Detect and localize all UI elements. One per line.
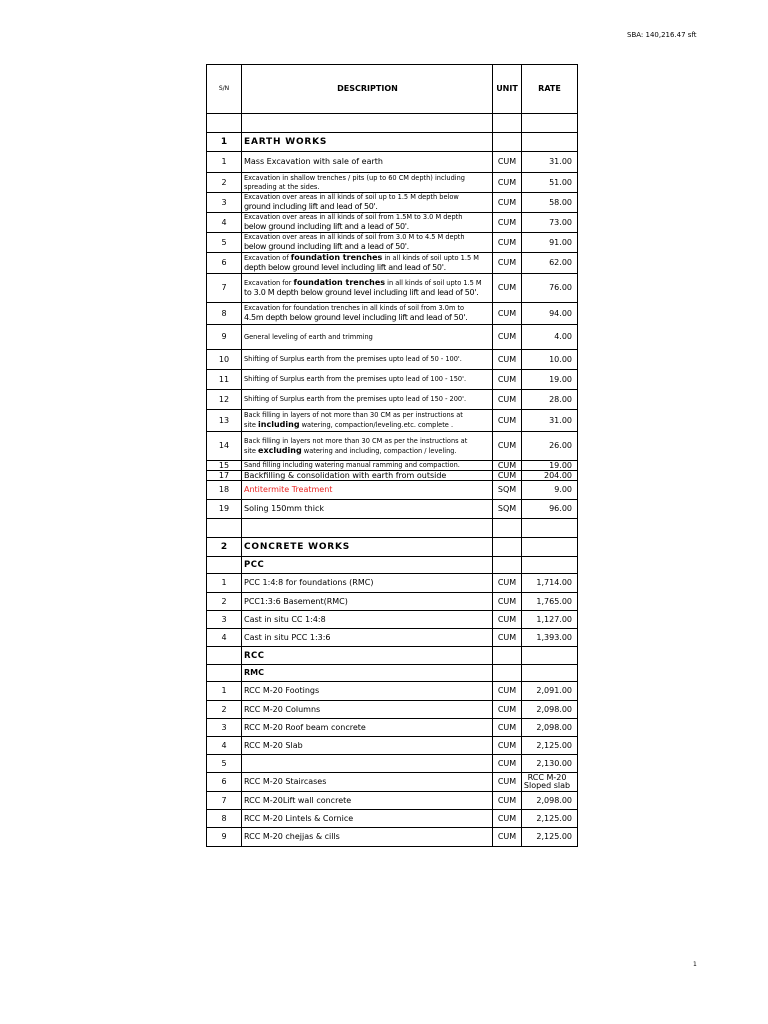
row-description: Mass Excavation with sale of earth (242, 152, 493, 173)
table-row (207, 213, 578, 233)
row-rate: 28.00 (522, 390, 578, 410)
row-rate: 58.00 (522, 193, 578, 213)
row-description: RCC M-20 Lintels & Cornice (242, 810, 493, 828)
row-sn: 4 (207, 213, 242, 233)
table-row (207, 152, 578, 173)
table-row (207, 773, 578, 792)
row-rate: 26.00 (522, 432, 578, 461)
header-unit: UNIT (493, 65, 522, 114)
row-rate: 1,127.00 (522, 611, 578, 629)
row-description-keyword: foundation trenches (290, 253, 383, 262)
row-description-line: in all kinds of soil upto 1.5 M (384, 254, 479, 262)
row-unit: CUM (493, 471, 522, 481)
row-description-line: Back filling in layers of not more than 30 CM as per instructions at (244, 411, 463, 419)
sba-area-label: SBA: 140,216.47 sft (627, 31, 697, 39)
subsection-title-rmc: RMC (242, 665, 493, 682)
row-rate: 31.00 (522, 152, 578, 173)
row-description-line: Back filling in layers not more than 30 CM as per the instructions at (244, 436, 468, 445)
subsection-row (207, 557, 578, 574)
row-unit: CUM (493, 719, 522, 737)
row-description: RCC M-20 chejjas & cills (242, 828, 493, 847)
row-rate: 62.00 (522, 253, 578, 274)
row-unit: CUM (493, 792, 522, 810)
row-sn: 11 (207, 370, 242, 390)
row-sn: 9 (207, 828, 242, 847)
row-description-line: 4.5m depth below ground level including lift and lead of 50'. (244, 313, 468, 322)
row-unit: CUM (493, 303, 522, 325)
row-rate: 19.00 (522, 370, 578, 390)
row-description-keyword: excluding (258, 445, 302, 455)
section-row (207, 538, 578, 557)
subsection-row (207, 647, 578, 665)
row-sn: 6 (207, 253, 242, 274)
row-description (242, 193, 493, 213)
row-description: Shifting of Surplus earth from the premises upto lead of 100 - 150'. (242, 370, 493, 390)
row-unit: CUM (493, 410, 522, 432)
table-row (207, 828, 578, 847)
row-description (242, 253, 493, 274)
table-row (207, 193, 578, 213)
table-row (207, 500, 578, 519)
row-description: RCC M-20 Staircases (242, 773, 493, 792)
row-unit: CUM (493, 213, 522, 233)
row-rate: 2,098.00 (522, 719, 578, 737)
table-header-row (207, 65, 578, 114)
header-sn: S/N (207, 65, 242, 114)
row-rate: 2,125.00 (522, 737, 578, 755)
row-description-keyword: foundation trenches (293, 278, 386, 287)
spacer-row (207, 519, 578, 538)
row-description-line: watering and including, compaction / leveling. (303, 446, 457, 455)
row-rate: 2,091.00 (522, 682, 578, 701)
row-unit: CUM (493, 773, 522, 792)
table-row (207, 350, 578, 370)
row-description: Sand filling including watering manual ramming and compaction. (242, 461, 493, 471)
row-description: RCC M-20 Roof beam concrete (242, 719, 493, 737)
table-row (207, 274, 578, 303)
row-description-line: Excavation over areas in all kinds of soil from 3.0 M to 4.5 M depth (244, 233, 465, 241)
row-rate: 1,714.00 (522, 574, 578, 593)
row-unit: CUM (493, 152, 522, 173)
row-description-keyword: including (258, 420, 300, 429)
row-description-line: Excavation over areas in all kinds of soil up to 1.5 M depth below (244, 193, 459, 201)
row-description-line: Excavation over areas in all kinds of soil from 1.5M to 3.0 M depth (244, 213, 463, 221)
row-description: RCC M-20 Slab (242, 737, 493, 755)
row-description (242, 755, 493, 773)
row-sn: 8 (207, 810, 242, 828)
row-description (242, 233, 493, 253)
row-description: PCC1:3:6 Basement(RMC) (242, 593, 493, 611)
row-description-line: depth below ground level including lift and lead of 50'. (244, 263, 446, 272)
row-description-line: site (244, 421, 256, 429)
row-sn: 3 (207, 193, 242, 213)
table-row (207, 719, 578, 737)
subsection-row (207, 665, 578, 682)
row-description: Shifting of Surplus earth from the premises upto lead of 150 - 200'. (242, 390, 493, 410)
row-description-line: Excavation of (244, 254, 289, 262)
table-row (207, 173, 578, 193)
row-sn: 2 (207, 701, 242, 719)
row-unit: CUM (493, 390, 522, 410)
row-description: PCC 1:4:8 for foundations (RMC) (242, 574, 493, 593)
table-row (207, 755, 578, 773)
table-row (207, 410, 578, 432)
row-rate: 2,125.00 (522, 828, 578, 847)
row-rate: 2,130.00 (522, 755, 578, 773)
row-description: RCC M-20Lift wall concrete (242, 792, 493, 810)
row-description: Soling 150mm thick (242, 500, 493, 519)
row-sn: 6 (207, 773, 242, 792)
row-unit: CUM (493, 370, 522, 390)
row-unit: CUM (493, 755, 522, 773)
row-rate: 4.00 (522, 325, 578, 350)
row-sn: 1 (207, 682, 242, 701)
row-description: RCC M-20 Footings (242, 682, 493, 701)
row-description-line: to 3.0 M depth below ground level including lift and lead of 50'. (244, 288, 479, 297)
row-sn: 4 (207, 737, 242, 755)
row-rate: RCC M-20 Sloped slab (522, 773, 578, 792)
row-description (242, 213, 493, 233)
row-unit: CUM (493, 701, 522, 719)
spacer-row (207, 114, 578, 133)
row-sn: 3 (207, 719, 242, 737)
table-row (207, 432, 578, 461)
subsection-title-pcc: PCC (242, 557, 493, 574)
row-description-line: below ground including lift and a lead of 50'. (244, 222, 409, 231)
row-unit: CUM (493, 737, 522, 755)
table-row (207, 390, 578, 410)
row-description: General leveling of earth and trimming (242, 325, 493, 350)
row-unit: CUM (493, 325, 522, 350)
section-title: EARTH WORKS (242, 133, 493, 152)
row-sn: 14 (207, 432, 242, 461)
row-sn: 13 (207, 410, 242, 432)
row-description: Excavation in shallow trenches / pits (up to 60 CM depth) including spreading at the sides. (242, 173, 493, 193)
row-rate: 19.00 (522, 461, 578, 471)
row-description-line: watering, compaction/leveling.etc. complete . (301, 421, 454, 429)
table-row (207, 810, 578, 828)
table-row (207, 792, 578, 810)
table-row (207, 737, 578, 755)
subsection-title-rcc: RCC (242, 647, 493, 665)
row-unit: CUM (493, 173, 522, 193)
table-row (207, 701, 578, 719)
row-rate: 2,098.00 (522, 792, 578, 810)
row-description-line: site (244, 446, 256, 455)
header-description: DESCRIPTION (242, 65, 493, 114)
row-rate: 51.00 (522, 173, 578, 193)
row-unit: SQM (493, 500, 522, 519)
section-title: CONCRETE WORKS (242, 538, 493, 557)
table-row (207, 253, 578, 274)
table-row (207, 682, 578, 701)
row-sn: 8 (207, 303, 242, 325)
row-unit: CUM (493, 611, 522, 629)
row-description (242, 274, 493, 303)
row-rate: 9.00 (522, 481, 578, 500)
row-unit: CUM (493, 432, 522, 461)
row-rate: 94.00 (522, 303, 578, 325)
row-rate: 2,125.00 (522, 810, 578, 828)
row-sn: 19 (207, 500, 242, 519)
row-rate: 96.00 (522, 500, 578, 519)
row-sn: 17 (207, 471, 242, 481)
table-row (207, 303, 578, 325)
row-sn: 5 (207, 233, 242, 253)
table-row (207, 461, 578, 471)
row-description: RCC M-20 Columns (242, 701, 493, 719)
row-description: Cast in situ CC 1:4:8 (242, 611, 493, 629)
row-description-line: Excavation for foundation trenches in all kinds of soil from 3.0m to (244, 304, 465, 312)
row-description: Antitermite Treatment (242, 481, 493, 500)
section-number: 2 (207, 538, 242, 557)
table-row (207, 481, 578, 500)
table-row (207, 574, 578, 593)
row-rate: 1,393.00 (522, 629, 578, 647)
table-row (207, 370, 578, 390)
row-sn: 5 (207, 755, 242, 773)
row-unit: CUM (493, 233, 522, 253)
row-unit: CUM (493, 193, 522, 213)
row-rate: 91.00 (522, 233, 578, 253)
section-row (207, 133, 578, 152)
row-unit: CUM (493, 810, 522, 828)
row-unit: CUM (493, 828, 522, 847)
section-number: 1 (207, 133, 242, 152)
row-description-line: in all kinds of soil upto 1.5 M (387, 279, 482, 287)
row-sn: 18 (207, 481, 242, 500)
row-unit: SQM (493, 481, 522, 500)
row-unit: CUM (493, 682, 522, 701)
row-description: Backfilling & consolidation with earth from outside (242, 471, 493, 481)
row-sn: 10 (207, 350, 242, 370)
row-rate: 10.00 (522, 350, 578, 370)
row-description (242, 303, 493, 325)
row-sn: 1 (207, 574, 242, 593)
row-rate: 76.00 (522, 274, 578, 303)
row-sn: 1 (207, 152, 242, 173)
row-sn: 2 (207, 593, 242, 611)
row-description: Cast in situ PCC 1:3:6 (242, 629, 493, 647)
row-unit: CUM (493, 461, 522, 471)
row-sn: 7 (207, 274, 242, 303)
row-description-line: Excavation for (244, 279, 292, 287)
row-unit: CUM (493, 574, 522, 593)
row-description (242, 432, 493, 461)
table-row (207, 471, 578, 481)
table-row (207, 629, 578, 647)
table-row (207, 325, 578, 350)
table-row (207, 611, 578, 629)
row-sn: 7 (207, 792, 242, 810)
row-rate: 2,098.00 (522, 701, 578, 719)
row-unit: CUM (493, 350, 522, 370)
row-sn: 4 (207, 629, 242, 647)
row-sn: 9 (207, 325, 242, 350)
table-row (207, 233, 578, 253)
row-description-line: ground including lift and lead of 50'. (244, 202, 378, 211)
row-description (242, 410, 493, 432)
row-sn: 3 (207, 611, 242, 629)
header-rate: RATE (522, 65, 578, 114)
table-row (207, 593, 578, 611)
row-unit: CUM (493, 629, 522, 647)
row-rate: 204.00 (522, 471, 578, 481)
row-unit: CUM (493, 274, 522, 303)
row-sn: 12 (207, 390, 242, 410)
row-sn: 2 (207, 173, 242, 193)
page-number: 1 (693, 961, 697, 968)
row-description: Shifting of Surplus earth from the premises upto lead of 50 - 100'. (242, 350, 493, 370)
row-rate: 73.00 (522, 213, 578, 233)
row-unit: CUM (493, 253, 522, 274)
row-rate: 31.00 (522, 410, 578, 432)
row-rate: 1,765.00 (522, 593, 578, 611)
row-description-line: below ground including lift and a lead of 50'. (244, 242, 409, 251)
rate-schedule-table (206, 64, 578, 847)
row-unit: CUM (493, 593, 522, 611)
row-sn: 15 (207, 461, 242, 471)
